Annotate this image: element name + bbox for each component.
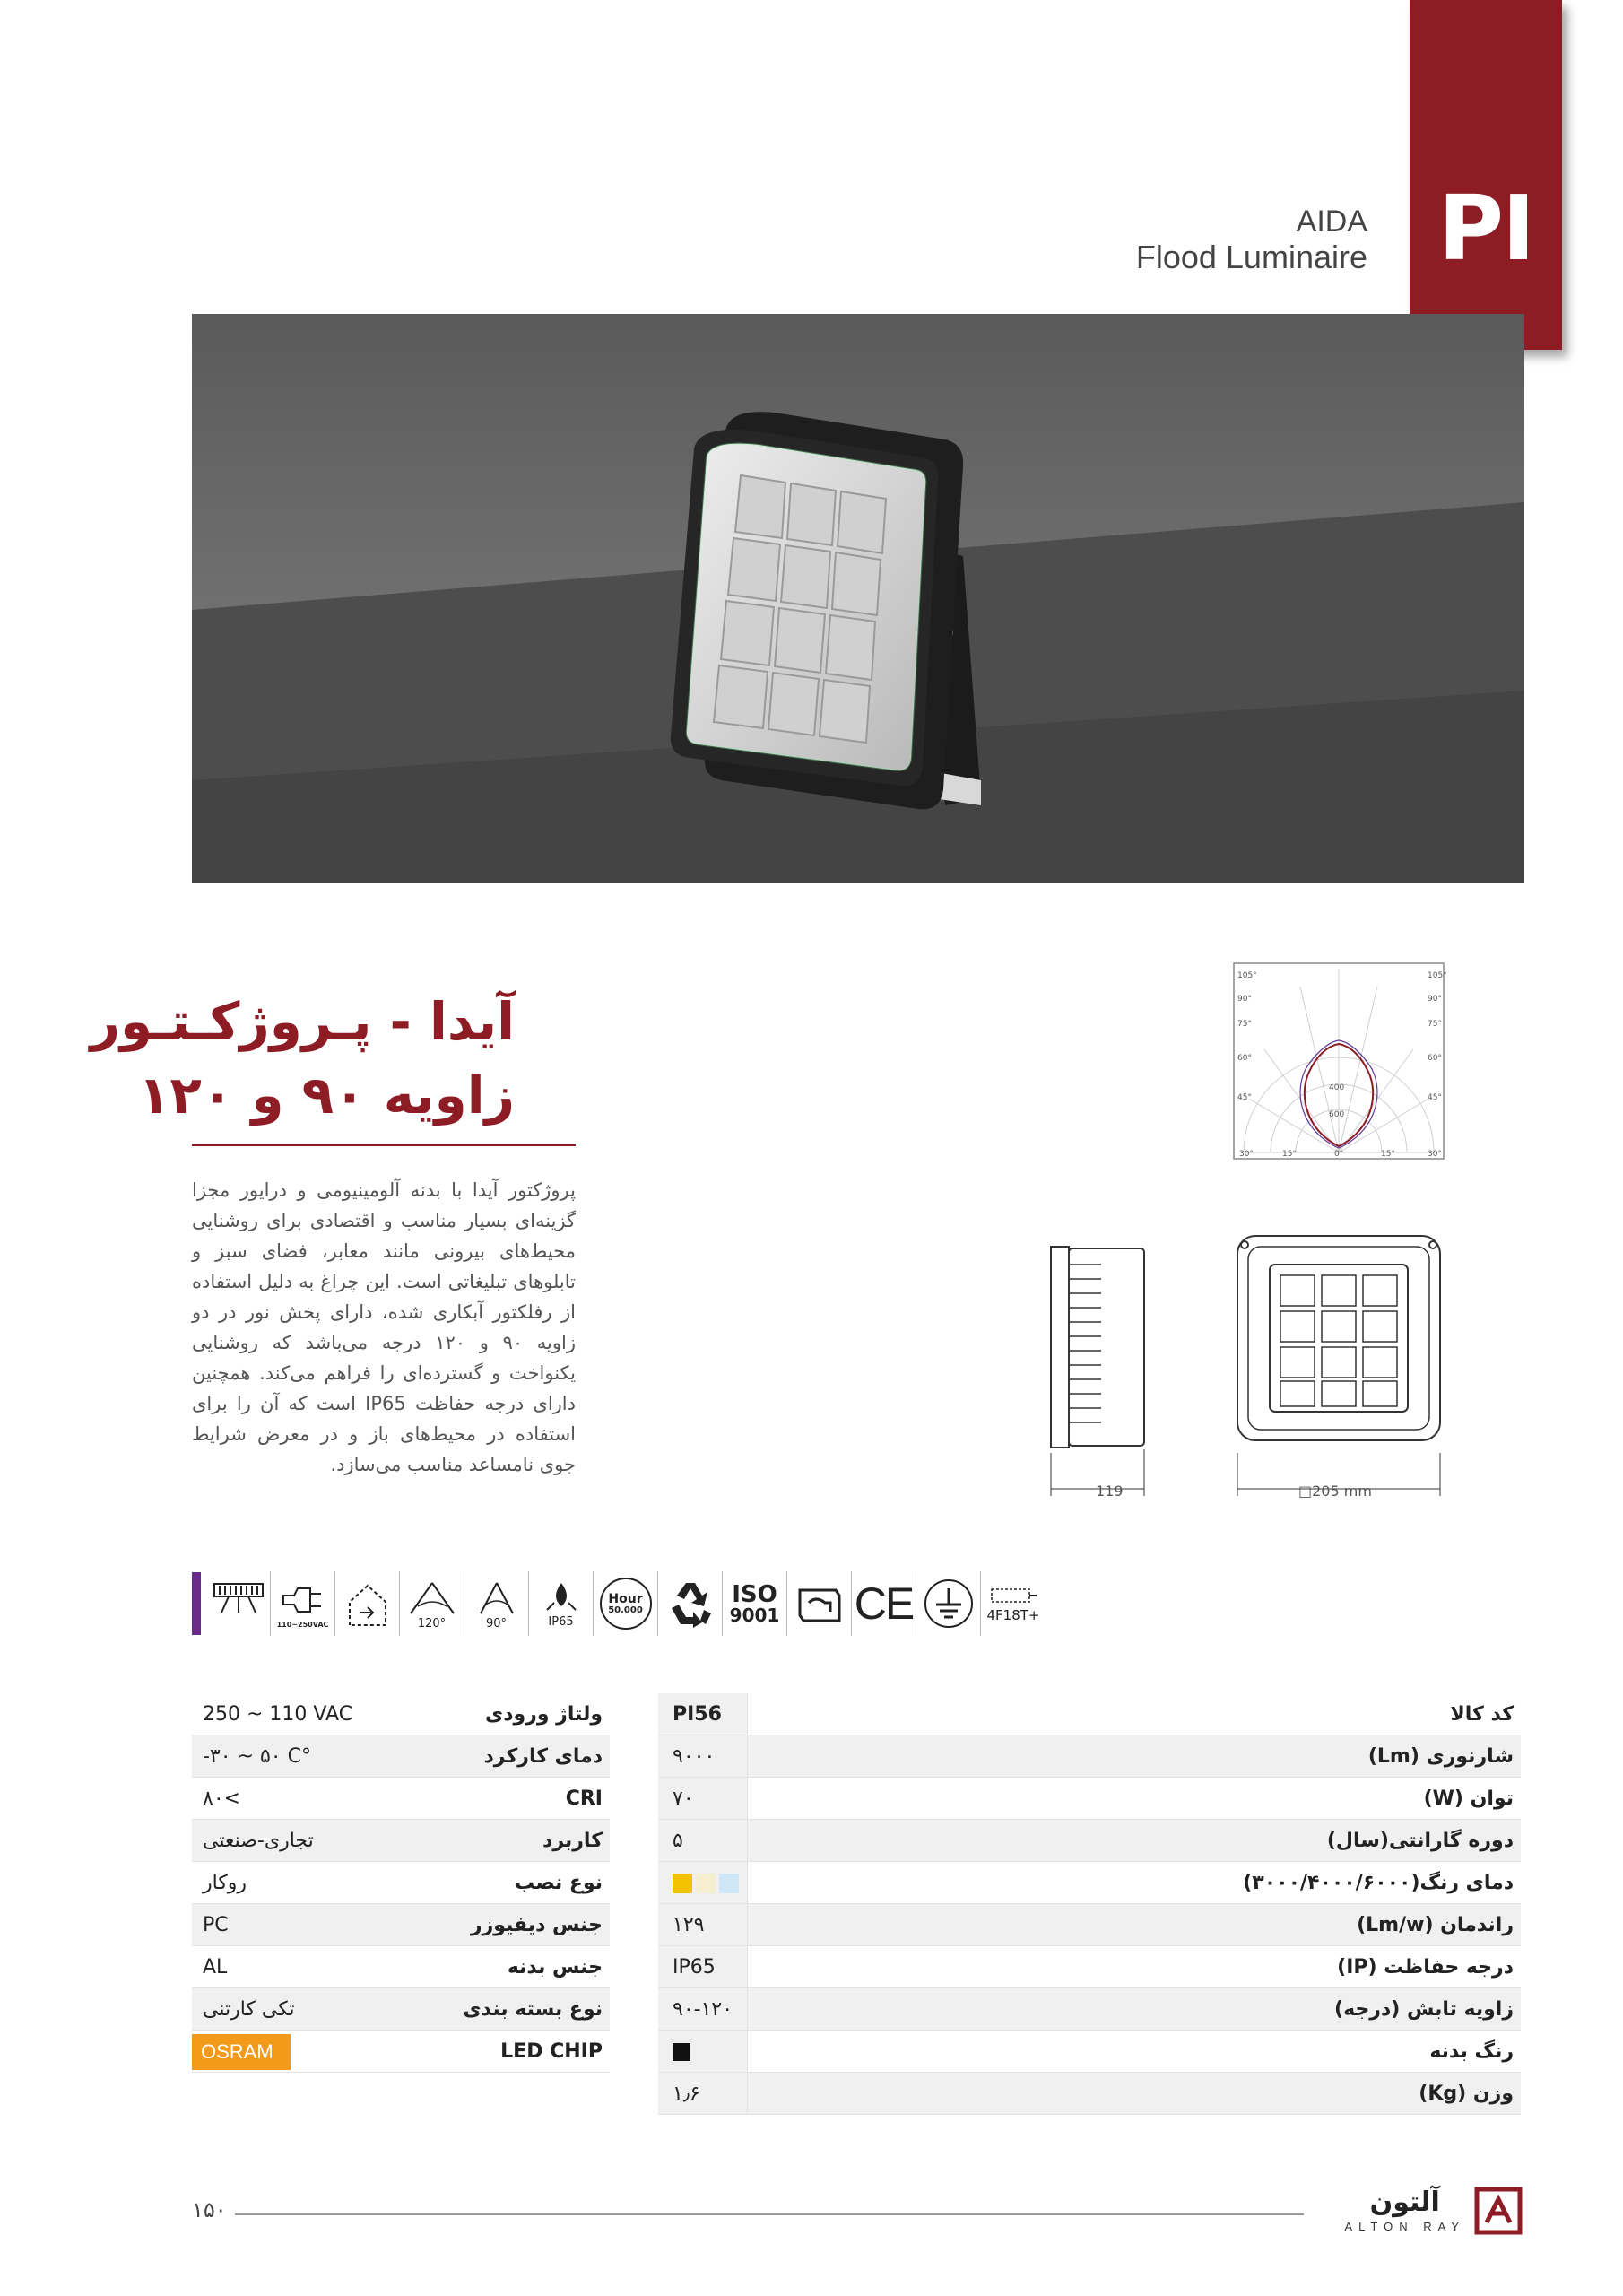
svg-text:75°: 75° — [1428, 1020, 1442, 1029]
spec-row — [192, 1693, 610, 1735]
svg-text:90°: 90° — [1237, 995, 1252, 1004]
beam-angle-90-icon — [464, 1571, 529, 1636]
product-code-value: PI56 — [673, 1702, 722, 1726]
svg-text:45°: 45° — [1237, 1093, 1252, 1102]
iso-9001-icon — [723, 1571, 787, 1636]
spec-row — [192, 1946, 610, 1988]
spec-label: کد کالا — [1450, 1702, 1514, 1726]
hour-label: Hour — [608, 1591, 643, 1606]
swatch-6000k — [719, 1874, 739, 1893]
spec-row — [658, 1946, 1521, 1988]
spec-row — [658, 1904, 1521, 1946]
spec-value: ۹۰۰۰ — [673, 1744, 716, 1768]
spec-value: PC — [203, 1913, 229, 1936]
spec-value: ۹۰-۱۲۰ — [673, 1997, 733, 2021]
standard-icon — [787, 1571, 852, 1636]
svg-text:0°: 0° — [1334, 1150, 1344, 1159]
spec-label: جنس بدنه — [507, 1955, 603, 1979]
product-title-line-2: زاویه ۹۰ و ۱۲۰ — [138, 1065, 515, 1126]
swatch-3000k — [673, 1874, 692, 1893]
spec-value: ۸۰< — [203, 1787, 241, 1810]
icons-accent-bar — [192, 1572, 201, 1635]
spec-value: تکی کارتنی — [203, 1997, 295, 2021]
swatch-4000k — [696, 1874, 716, 1893]
spec-table-left — [192, 1693, 610, 2073]
spec-label: درجه حفاظت (IP) — [1337, 1955, 1514, 1979]
earth-ground-icon — [916, 1571, 981, 1636]
svg-text:30°: 30° — [1428, 1150, 1442, 1159]
fluorescent-equivalent-icon — [981, 1571, 1046, 1636]
spec-value: 250 ~ 110 VAC — [203, 1702, 353, 1726]
spec-value: تجاری-صنعتی — [203, 1829, 314, 1852]
side-view-drawing — [1051, 1247, 1144, 1496]
svg-text:90°: 90° — [1428, 995, 1442, 1004]
spec-row — [658, 1778, 1521, 1820]
product-type-name: Flood Luminaire — [1135, 239, 1367, 275]
spec-label: ولتاژ ورودی — [485, 1702, 603, 1726]
spec-value: ۷۰ — [673, 1787, 694, 1810]
ip-label: IP65 — [548, 1614, 574, 1629]
plug-voltage-label: 110~250VAC — [276, 1620, 329, 1629]
spec-row — [658, 2073, 1521, 2115]
front-dimension-label: □205 mm — [1298, 1483, 1372, 1500]
technical-drawings — [1013, 951, 1462, 1525]
ip65-icon — [529, 1571, 594, 1636]
spec-value: ۱۲۹ — [673, 1913, 705, 1936]
spec-value: روکار — [203, 1871, 247, 1894]
front-view-drawing — [1237, 1236, 1440, 1496]
recycle-icon — [658, 1571, 723, 1636]
color-temp-swatches — [673, 1872, 742, 1894]
spec-row — [658, 1862, 1521, 1904]
spec-label: دوره گارانتی(سال) — [1326, 1829, 1514, 1852]
beam-90-label: 90° — [485, 1616, 508, 1631]
outdoor-house-icon — [335, 1571, 400, 1636]
product-description: پروژکتور آیدا با بدنه آلومینیومی و درایور مجزا گزینه‌ای بسیار مناسب و اقتصادی برای روشنایی محیط‌های بیرونی مانند معابر، فضای سبز و تابلوهای تبلیغاتی است. این چراغ به دلیل استفاده از رفلکتور آبکاری شده، دارای پخش نور در دو زاویه ۹۰ و ۱۲۰ درجه می‌باشد که روشنایی یکنواخت و گسترده‌ای را فراهم می‌کند. همچنین دارای درجه حفاظت IP65 است که آن را برای استفاده در محیط‌های باز و در معرض شرایط جوی نامساعد مناسب می‌سازد. — [192, 1179, 577, 1475]
spec-row — [658, 1988, 1521, 2031]
spec-value: ۵ — [673, 1829, 683, 1852]
product-title-line-1: آیدا - پـروژکـتـور — [90, 991, 515, 1052]
svg-text:60°: 60° — [1237, 1054, 1252, 1063]
spec-label: CRI — [565, 1787, 603, 1810]
driver-icon — [206, 1571, 271, 1636]
brand-name-en: ALTON RAY — [1344, 2219, 1465, 2233]
spec-label: دمای رنگ(۳۰۰۰/۴۰۰۰/۶۰۰۰) — [1243, 1871, 1514, 1894]
spec-row — [192, 1988, 610, 2031]
spec-row — [192, 1735, 610, 1778]
brand-mark-icon — [1474, 2187, 1523, 2235]
svg-text:400: 400 — [1329, 1083, 1345, 1092]
polar-light-distribution-diagram — [1234, 963, 1447, 1159]
spec-label: توان (W) — [1423, 1787, 1514, 1810]
spec-table-right — [658, 1693, 1521, 2115]
spec-label: زاویه تابش (درجه) — [1334, 1997, 1514, 2021]
spec-value: ۱٫۶ — [673, 2082, 700, 2105]
iso-bottom-label: 9001 — [729, 1605, 780, 1626]
spec-label: دمای کارکرد — [483, 1744, 603, 1768]
spec-row — [192, 1778, 610, 1820]
spec-label: جنس دیفیوزر — [470, 1913, 603, 1936]
svg-text:75°: 75° — [1237, 1020, 1252, 1029]
spec-row — [192, 1904, 610, 1946]
spec-label: نوع بسته بندی — [463, 1997, 603, 2021]
spec-label: LED CHIP — [500, 2039, 603, 2063]
spec-value: AL — [203, 1955, 228, 1979]
spec-row — [658, 1820, 1521, 1862]
spec-row — [658, 1735, 1521, 1778]
category-code: PI — [1437, 176, 1534, 281]
beam-120-label: 120° — [417, 1616, 447, 1631]
spec-label: رنگ بدنه — [1429, 2039, 1514, 2063]
ce-mark-icon — [852, 1571, 916, 1636]
spec-row — [192, 2031, 610, 2073]
spec-label: راندمان (Lm/w) — [1357, 1913, 1514, 1936]
hour-value: 50.000 — [608, 1605, 643, 1615]
spec-label: کاربرد — [542, 1829, 603, 1852]
svg-text:600: 600 — [1329, 1110, 1345, 1119]
spec-row — [192, 1862, 610, 1904]
product-model-name: AIDA — [1296, 204, 1367, 239]
fluorescent-label: 4F18T+ — [986, 1607, 1040, 1623]
product-photo — [192, 314, 1524, 883]
brand-logo — [1344, 2187, 1523, 2235]
svg-text:15°: 15° — [1282, 1150, 1297, 1159]
side-dimension-label: 119 — [1096, 1483, 1124, 1500]
feature-icons — [192, 1568, 1046, 1639]
product-title — [91, 985, 515, 1132]
polar-label: 105° — [1237, 971, 1257, 980]
lifetime-hour-icon — [594, 1571, 658, 1636]
spec-value: -۳۰ ~ ۵۰ C° — [203, 1744, 311, 1768]
spec-label: وزن (Kg) — [1419, 2082, 1514, 2105]
svg-text:15°: 15° — [1381, 1150, 1395, 1159]
svg-text:60°: 60° — [1428, 1054, 1442, 1063]
svg-text:105°: 105° — [1428, 971, 1447, 980]
spec-label: شارنوری (Lm) — [1367, 1744, 1514, 1768]
spec-value: IP65 — [673, 1955, 716, 1979]
brand-name-fa: آلتون — [1369, 2186, 1440, 2218]
footer-divider — [235, 2213, 1304, 2215]
category-tab — [1410, 0, 1562, 350]
ce-label: CE — [854, 1578, 914, 1629]
beam-angle-120-icon — [400, 1571, 464, 1636]
iso-top-label: ISO — [732, 1581, 777, 1608]
title-divider — [192, 1144, 576, 1146]
body-color-swatch — [673, 2043, 690, 2061]
spec-row — [658, 2031, 1521, 2073]
spec-row — [192, 1820, 610, 1862]
osram-badge: OSRAM — [192, 2034, 291, 2070]
svg-text:45°: 45° — [1428, 1093, 1442, 1102]
plug-icon — [271, 1571, 335, 1636]
page-number: ۱۵۰ — [192, 2197, 227, 2222]
spec-label: نوع نصب — [515, 1871, 603, 1894]
spec-row — [658, 1693, 1521, 1735]
svg-text:30°: 30° — [1239, 1150, 1254, 1159]
floodlight-illustration — [192, 314, 1524, 883]
